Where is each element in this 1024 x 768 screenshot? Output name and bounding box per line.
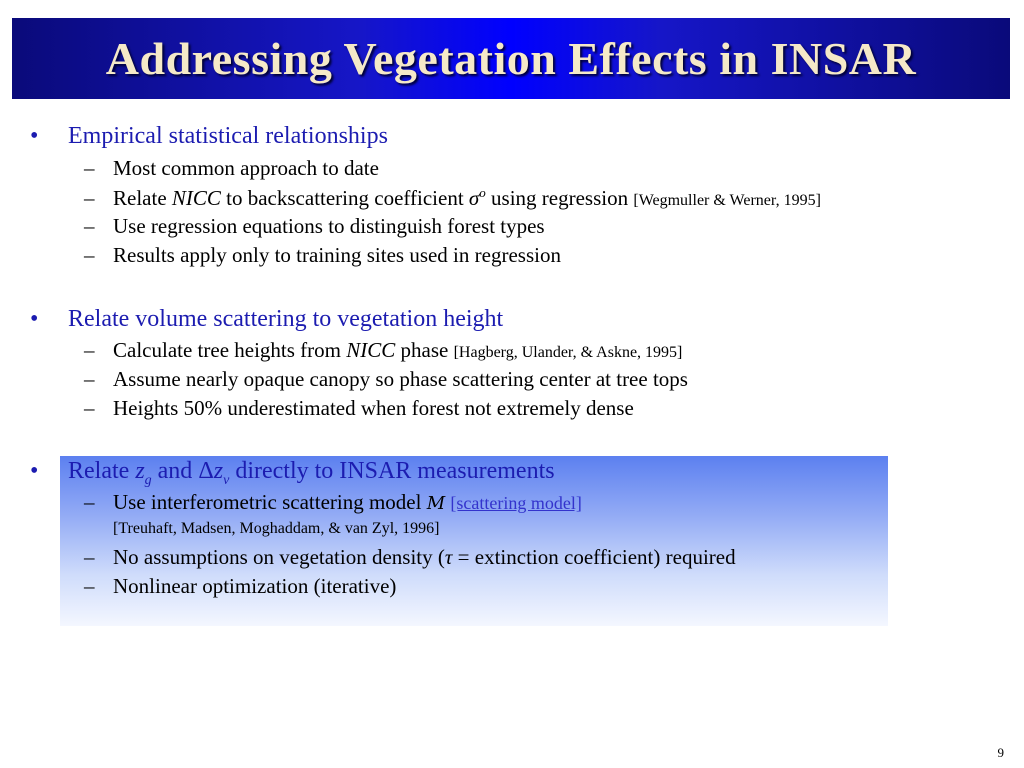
- bullet-text: Empirical statistical relationships: [68, 123, 388, 149]
- citation: [Treuhaft, Madsen, Moghaddam, & van Zyl, 1996]: [113, 520, 440, 537]
- dash-icon: –: [84, 156, 95, 180]
- sub-item: – Nonlinear optimization (iterative): [84, 574, 397, 598]
- bullet-volume-scattering: [30, 306, 503, 333]
- sub-item: – No assumptions on vegetation density (τ = extinction coefficient) required: [84, 545, 736, 569]
- page-number: 9: [997, 745, 1004, 760]
- sub-item: – Heights 50% underestimated when forest not extremely dense: [84, 396, 634, 420]
- scattering-model-link[interactable]: [scattering model]: [450, 493, 582, 513]
- citation: [Hagberg, Ulander, & Askne, 1995]: [453, 344, 683, 361]
- bullet-icon: •: [30, 123, 39, 149]
- sub-item: – Relate NICC to backscattering coefficient $\sigma^o$ using regression [Wegmuller & Werner, 1995]: [84, 185, 821, 210]
- sub-item: – Use regression equations to distinguish forest types: [84, 214, 545, 238]
- dash-icon: –: [84, 186, 95, 210]
- dash-icon: –: [84, 490, 95, 514]
- sub-item: – Calculate tree heights from NICC phase [Hagberg, Ulander, & Askne, 1995]: [84, 338, 683, 362]
- sub-item: – Most common approach to date: [84, 156, 379, 180]
- bullet-icon: •: [30, 306, 39, 332]
- dash-icon: –: [84, 367, 95, 391]
- title-bar: [12, 18, 1010, 99]
- citation: [Wegmuller & Werner, 1995]: [633, 192, 821, 209]
- dash-icon: –: [84, 574, 95, 598]
- bullet-empirical: [30, 123, 388, 150]
- bullet-text: Relate volume scattering to vegetation height: [68, 306, 504, 332]
- sub-item: – Assume nearly opaque canopy so phase scattering center at tree tops: [84, 367, 688, 391]
- dash-icon: –: [84, 338, 95, 362]
- model-symbol: M: [426, 493, 446, 514]
- sub-item: – Results apply only to training sites used in regression: [84, 243, 561, 267]
- dash-icon: –: [84, 243, 95, 267]
- bullet-icon: •: [30, 458, 39, 484]
- bullet-insar-measurements: • Relate $z_g$ and $\Delta z_v$ directly to INSAR measurements: [30, 458, 555, 488]
- sub-item: – Use interferometric scattering model M [scattering model]: [84, 490, 582, 514]
- dash-icon: –: [84, 214, 95, 238]
- dash-icon: –: [84, 545, 95, 569]
- dash-icon: –: [84, 396, 95, 420]
- slide-title: Addressing Vegetation Effects in INSAR: [105, 33, 917, 84]
